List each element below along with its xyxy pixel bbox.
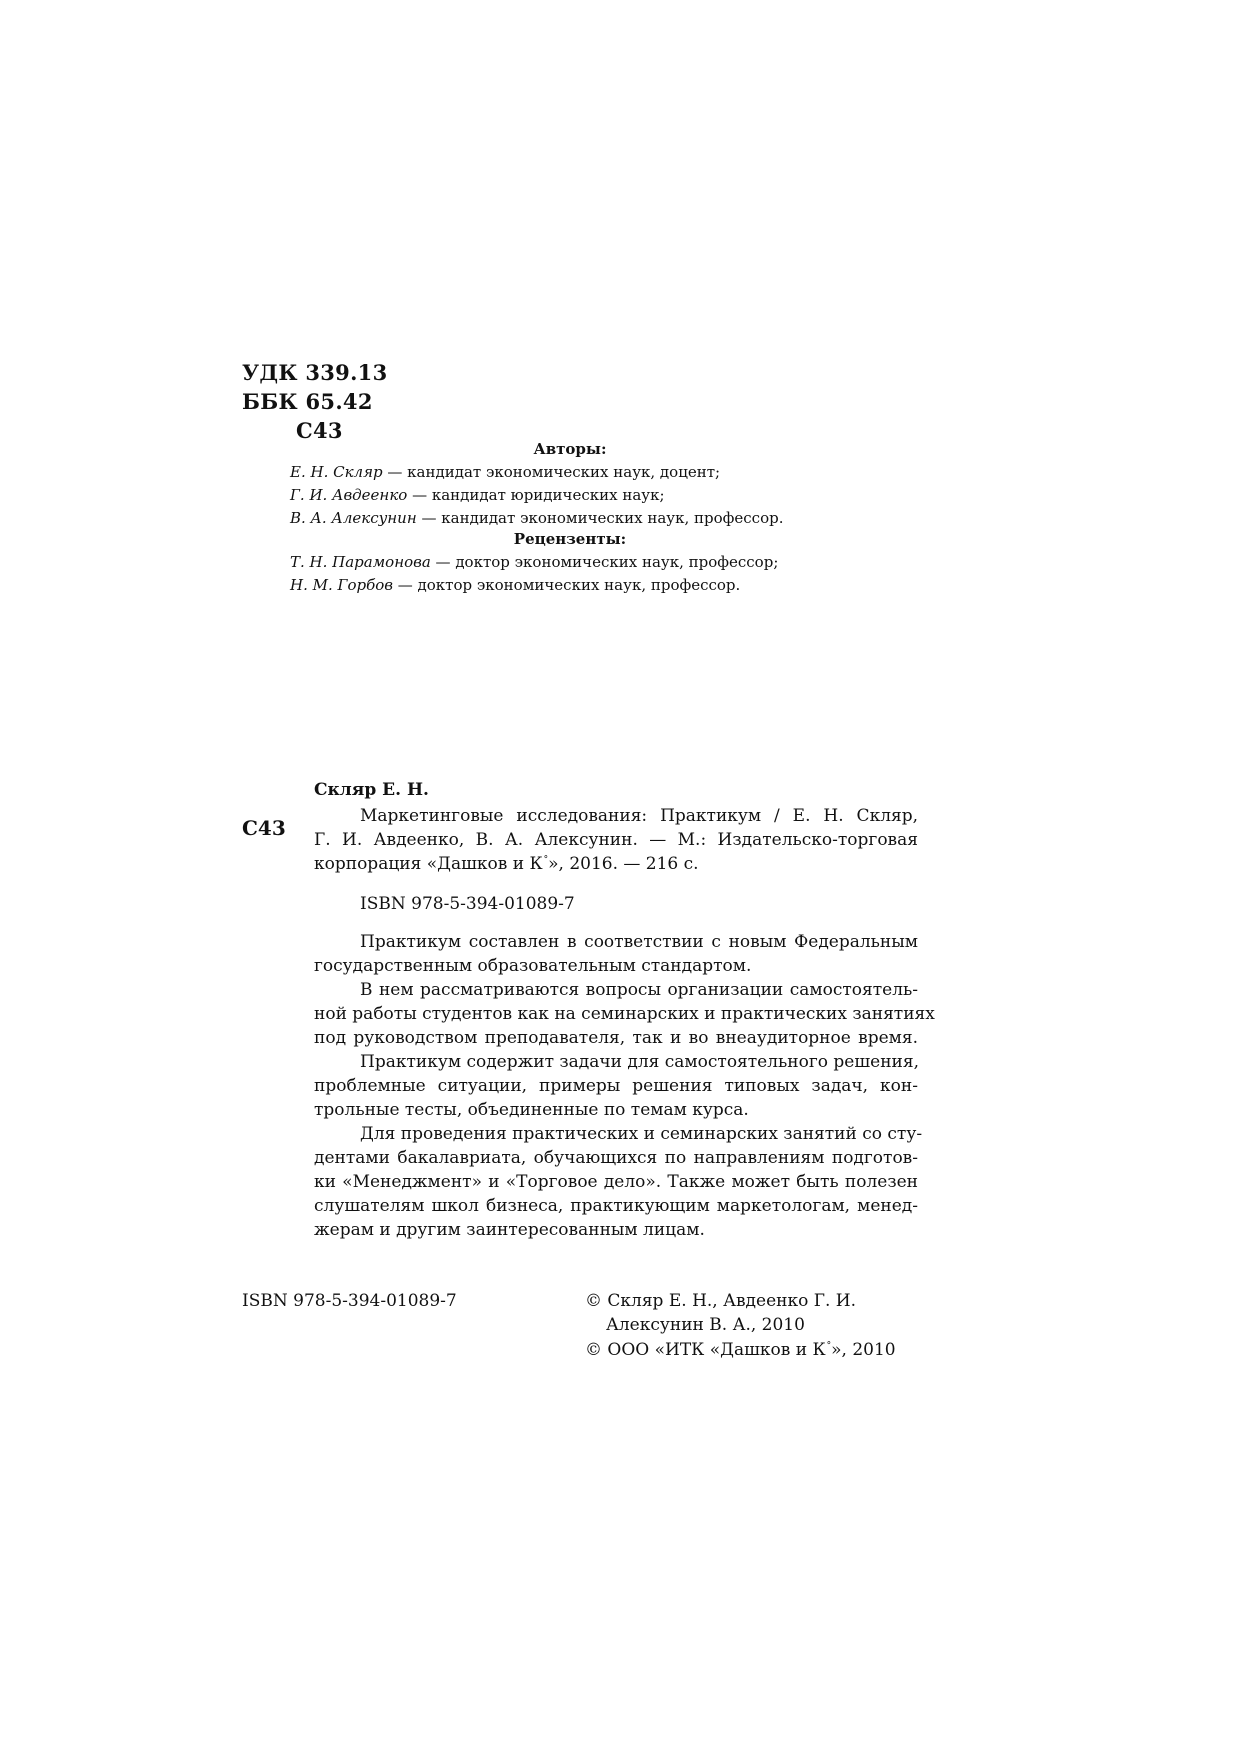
bibliographic-line — [314, 854, 699, 874]
k-degree-mark: ° — [826, 1341, 832, 1352]
author-description: — кандидат экономических наук, профессор. — [416, 509, 784, 527]
annotation-line: ной работы студентов как на семинарских и практических занятиях — [314, 1004, 935, 1024]
authors-heading: Авторы: — [533, 440, 607, 458]
annotation-line: Для проведения практических и семинарских занятий со сту- — [360, 1124, 923, 1144]
copyright-holder: © ООО «ИТК «Дашков и К — [585, 1340, 826, 1360]
annotation-line: проблемные ситуации, примеры решения типовых задач, кон- — [314, 1076, 918, 1096]
publication-details: », 2016. — 216 с. — [548, 854, 699, 874]
copyright-year: », 2010 — [831, 1340, 896, 1360]
reviewer-name: Т. Н. Парамонова — [290, 553, 431, 571]
reviewer-line — [290, 576, 740, 594]
author-line — [290, 509, 784, 527]
publisher-name: корпорация «Дашков и К — [314, 854, 543, 874]
card-code: С43 — [242, 816, 286, 840]
bbk-code: ББК 65.42 — [242, 389, 373, 414]
annotation-line: Практикум содержит задачи для самостоятельного решения, — [360, 1052, 920, 1072]
annotation-line: дентами бакалавриата, обучающихся по направлениям подготов- — [314, 1148, 918, 1168]
udk-code: УДК 339.13 — [242, 360, 388, 385]
author-name: В. А. Алексунин — [290, 509, 417, 527]
author-description: — кандидат юридических наук; — [407, 486, 665, 504]
annotation-line: Практикум составлен в соответствии с новым Федеральным — [360, 932, 918, 952]
annotation-line: под руководством преподавателя, так и во внеаудиторное время. — [314, 1028, 918, 1048]
annotation-line: ки «Менеджмент» и «Торговое дело». Также может быть полезен — [314, 1172, 918, 1192]
card-author: Скляр Е. Н. — [314, 780, 429, 800]
card-isbn: ISBN 978-5-394-01089-7 — [360, 894, 575, 914]
author-description: — кандидат экономических наук, доцент; — [382, 463, 721, 481]
footer-isbn: ISBN 978-5-394-01089-7 — [242, 1291, 457, 1311]
reviewers-heading: Рецензенты: — [513, 530, 627, 548]
bibliographic-line: Г. И. Авдеенко, В. А. Алексунин. — М.: Издательско-торговая — [314, 830, 918, 850]
author-name: Г. И. Авдеенко — [290, 486, 408, 504]
copyright-line: Алексунин В. А., 2010 — [606, 1315, 805, 1335]
annotation-line: жерам и другим заинтересованным лицам. — [314, 1220, 705, 1240]
author-mark-code: С43 — [296, 418, 343, 443]
author-name: Е. Н. Скляр — [290, 463, 383, 481]
reviewer-description: — доктор экономических наук, профессор; — [430, 553, 779, 571]
annotation-line: слушателям школ бизнеса, практикующим маркетологам, менед- — [314, 1196, 918, 1216]
annotation-line: государственным образовательным стандартом. — [314, 956, 752, 976]
reviewer-name: Н. М. Горбов — [290, 576, 393, 594]
bibliographic-line: Маркетинговые исследования: Практикум / Е. Н. Скляр, — [360, 806, 918, 826]
copyright-line: © Скляр Е. Н., Авдеенко Г. И. — [585, 1291, 857, 1311]
reviewer-description: — доктор экономических наук, профессор. — [393, 576, 741, 594]
reviewer-line — [290, 553, 778, 571]
annotation-line: трольные тесты, объединенные по темам курса. — [314, 1100, 749, 1120]
author-line — [290, 486, 665, 504]
annotation-line: В нем рассматриваются вопросы организации самостоятель- — [360, 980, 918, 1000]
author-line — [290, 463, 720, 481]
copyright-line — [585, 1340, 896, 1360]
k-degree-mark: ° — [543, 855, 549, 866]
